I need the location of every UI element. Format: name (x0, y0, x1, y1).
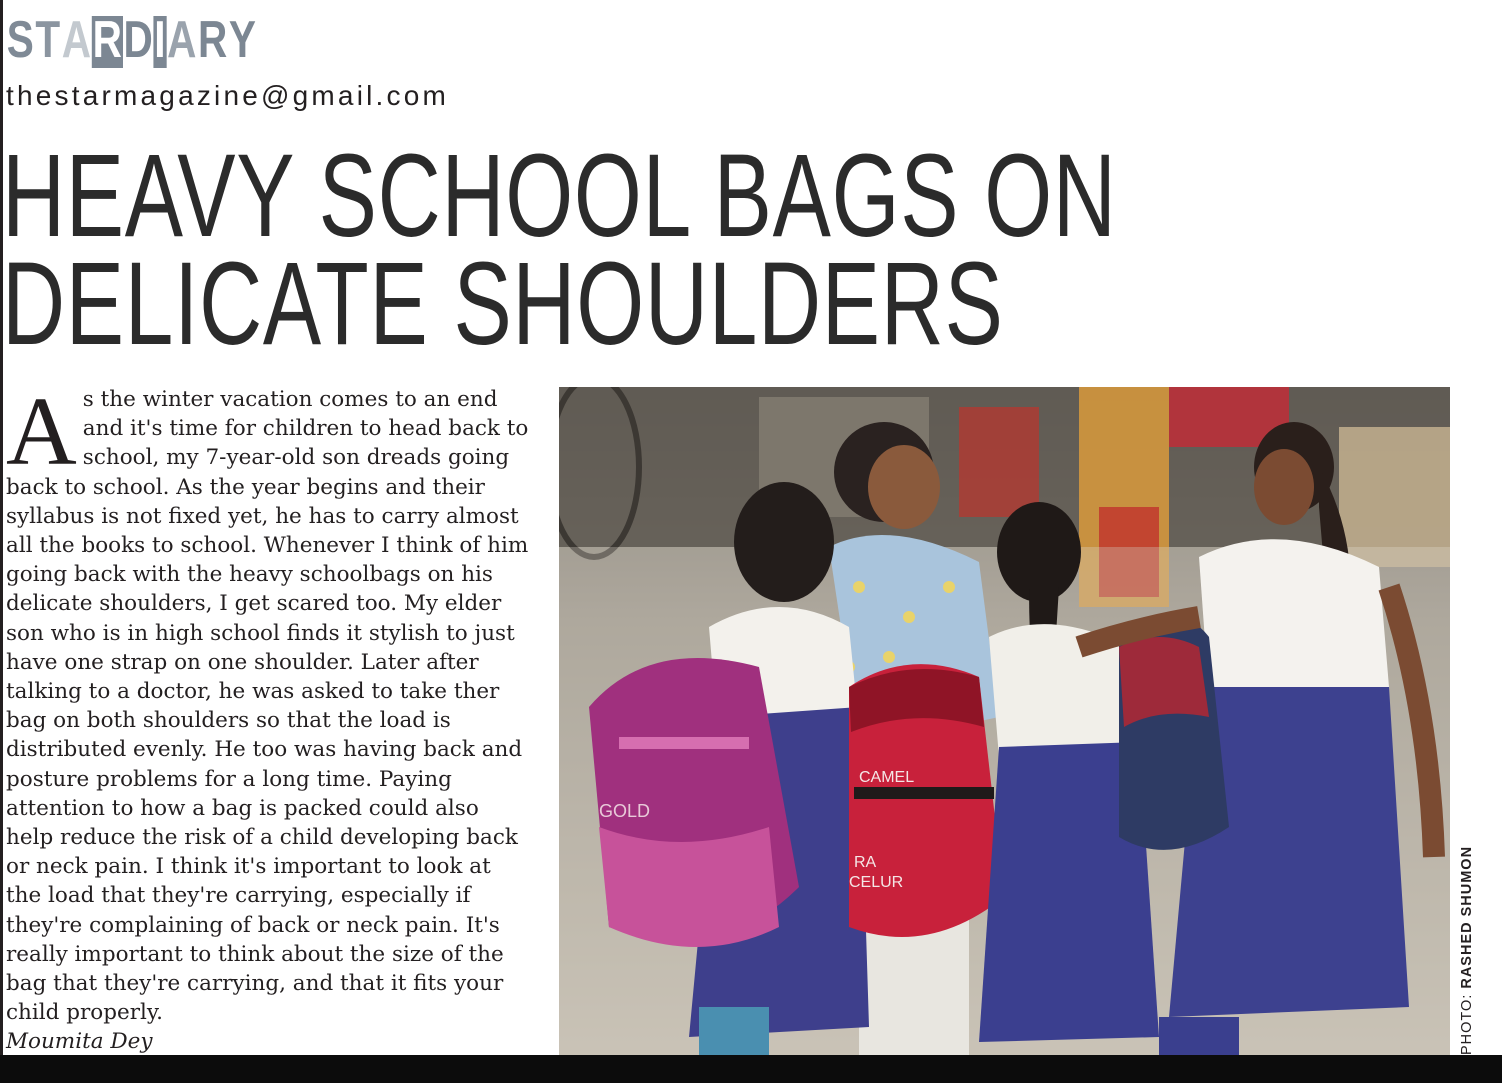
article-photo (559, 387, 1450, 1055)
bag-brand-celur: CELUR (849, 874, 904, 891)
contact-email[interactable]: thestarmagazine@gmail.com (6, 80, 450, 111)
author-name: Moumita Dey (6, 1029, 153, 1055)
photographer-name: RASHED SHUMON (1459, 845, 1475, 989)
drop-cap: A (6, 378, 77, 486)
article-headline (2, 130, 1117, 370)
article-body (6, 378, 532, 1086)
bag-brand-gold: GOLD (599, 801, 651, 821)
bag-brand-camel: CAMEL (859, 769, 915, 786)
page-bottom-band (0, 1055, 1502, 1083)
headline-line-1: HEAVY SCHOOL BAGS ON (2, 130, 1117, 262)
stardiary-logo: S T A R D I A R Y (6, 11, 256, 69)
article-text: s the winter vacation comes to an end and it's time for children to head back to school, my 7-year-old son dreads going back to school. As the year begins and their syllabus is not fixed yet, he has to carry almost all the books to school. Whenever I think of him going back with the heavy schoolbags on his delicate shoulders, I get scared too. My elder son who is in high school finds it stylish to just have one strap on one shoulder. Later after talking to a doctor, he was asked to take ther bag on both shoulders so that the load is distributed evenly. He too was having back and posture problems for a long time. Paying attention to how a bag is packed could also help reduce the risk of a child developing back or neck pain. I think it's important to look at the load that they're carrying, especially if they're complaining of back or neck pain. It's really important to think about the size of the bag that they're carrying, and that it fits your child properly. (6, 387, 529, 1026)
photo-credit (1459, 846, 1475, 1055)
photo-credit-prefix: PHOTO: (1459, 988, 1475, 1055)
schoolgirls-illustration (559, 387, 1450, 1055)
bag-brand-ra: RA (854, 854, 877, 871)
headline-line-2: DELICATE SHOULDERS (2, 238, 1004, 370)
